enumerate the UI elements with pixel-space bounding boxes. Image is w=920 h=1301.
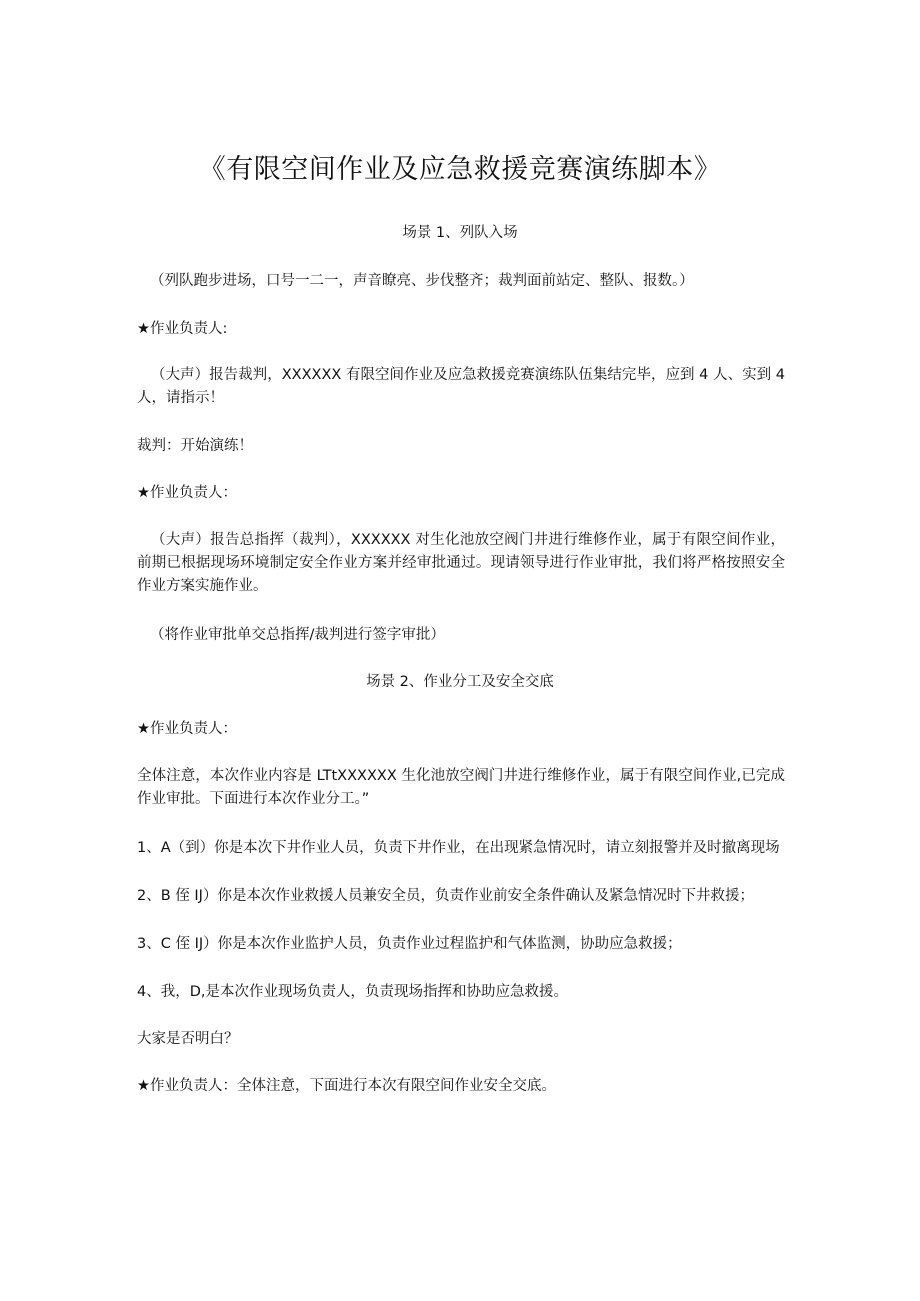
speaker-label: ★作业负责人: <box>137 321 228 337</box>
question-line: 大家是否明白？ <box>137 1031 239 1047</box>
document-title: 《有限空间作业及应急救援竞赛演练脚本》 <box>198 154 722 185</box>
task-item: 3、C 侄 IJ）你是本次作业监护人员，负责作业过程监护和气体监测，协助应急救援； <box>137 936 682 952</box>
speaker-label: ★作业负责人： <box>137 485 237 501</box>
speaker-label: ★作业负责人： <box>137 721 237 737</box>
final-speaker-line: ★作业负责人：全体注意，下面进行本次有限空间作业安全交底。 <box>137 1078 556 1094</box>
scene-2-heading: 场景 2、作业分工及安全交底 <box>366 674 554 690</box>
task-item: 1、A（到）你是本次下井作业人员，负责下井作业，在出现紧急情况时，请立刻报警并及时撤离现场 <box>137 840 780 856</box>
scene-1-stage-direction: （列队跑步进场，口号一二一，声音瞭亮、步伐整齐；裁判面前站定、整队、报数。） <box>150 273 694 289</box>
report-to-referee: （大声）报告裁判，XXXXXX 有限空间作业及应急救援竞赛演练队伍集结完毕，应到 4 人、实到 4 人，请指示！ <box>137 367 785 406</box>
task-item: 2、B 侄 IJ）你是本次作业救援人员兼安全员，负责作业前安全条件确认及紧急情况时下井救援； <box>137 888 754 904</box>
report-to-commander: （大声）报告总指挥（裁判），XXXXXX 对生化池放空阀门井进行维修作业，属于有限空间作业，前期已根据现场环境制定安全作业方案并经审批通过。现请领导进行作业审批，我们将严格按照安全作业方案实施作业。 <box>137 532 785 594</box>
task-item: 4、我，D,是本次作业现场负责人，负责现场指挥和协助应急救援。 <box>137 984 568 1000</box>
scene-1-heading: 场景 1、列队入场 <box>402 225 518 241</box>
referee-line: 裁判：开始演练！ <box>137 438 253 454</box>
approval-stage-direction: （将作业审批单交总指挥/裁判进行签字审批） <box>150 627 445 643</box>
attention-paragraph: 全体注意，本次作业内容是 LTtXXXXXX 生化池放空阀门井进行维修作业，属于有限空间作业,已完成作业审批。下面进行本次作业分工。” <box>137 768 785 807</box>
